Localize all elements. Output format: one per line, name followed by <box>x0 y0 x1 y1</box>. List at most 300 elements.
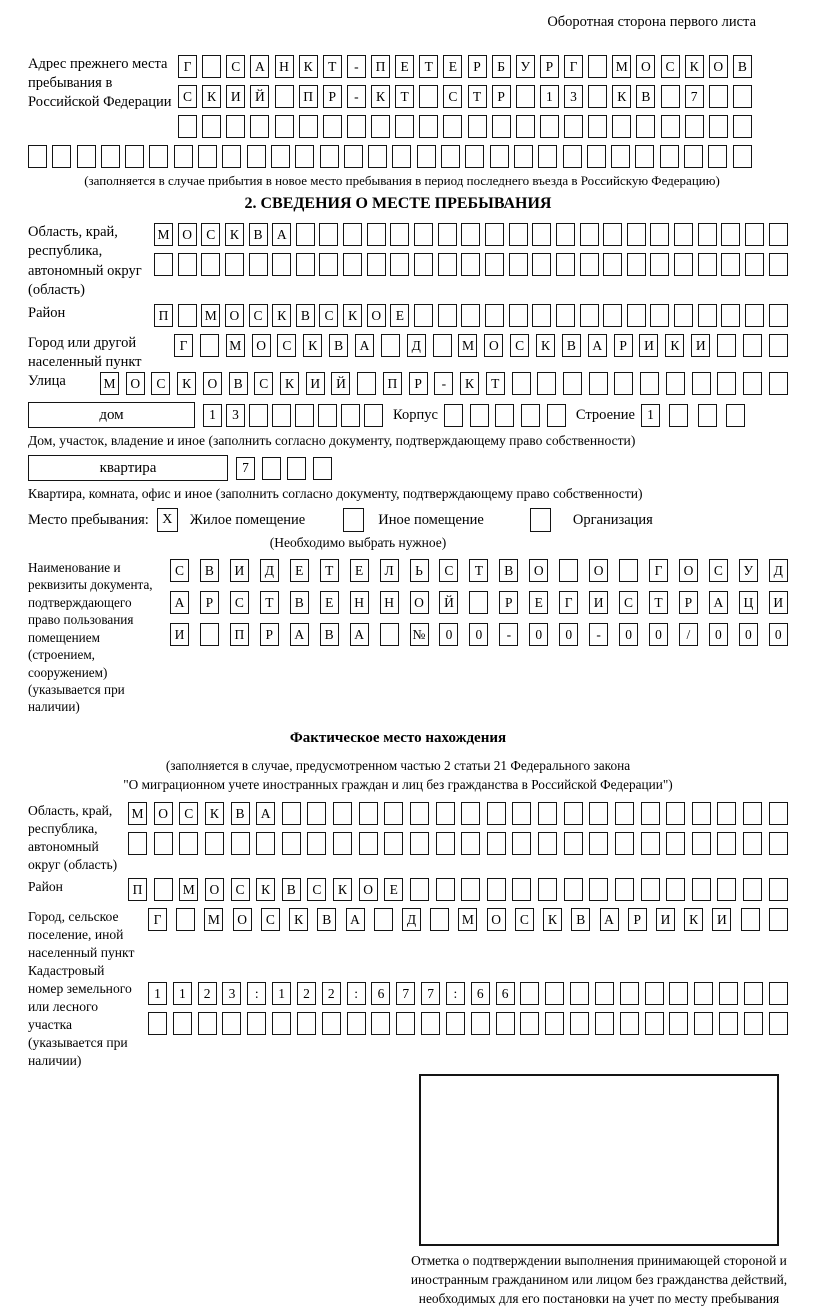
char-box: И <box>226 85 245 108</box>
char-box: П <box>128 878 147 901</box>
char-box: О <box>359 878 378 901</box>
char-box <box>512 878 531 901</box>
char-box <box>390 223 409 246</box>
char-box: : <box>446 982 465 1005</box>
char-box: О <box>126 372 145 395</box>
char-box <box>272 253 291 276</box>
char-box: О <box>709 55 728 78</box>
char-box: К <box>205 802 224 825</box>
char-box <box>627 223 646 246</box>
char-box: Д <box>407 334 426 357</box>
char-box: 0 <box>619 623 638 646</box>
char-box: О <box>529 559 548 582</box>
char-box <box>444 404 463 427</box>
char-box: : <box>247 982 266 1005</box>
char-box <box>396 1012 415 1035</box>
char-box: Д <box>260 559 279 582</box>
char-box: Ь <box>410 559 429 582</box>
char-box <box>275 115 294 138</box>
char-box <box>154 878 173 901</box>
dom-box-label: дом <box>28 402 195 428</box>
char-box <box>202 115 221 138</box>
raion-line <box>28 304 788 334</box>
char-box: Е <box>384 878 403 901</box>
char-box: С <box>515 908 534 931</box>
fact-kadastr-row-2 <box>148 1012 788 1035</box>
char-box: / <box>679 623 698 646</box>
section2-title: 2. СВЕДЕНИЯ О МЕСТЕ ПРЕБЫВАНИЯ <box>244 195 552 213</box>
char-box <box>636 115 655 138</box>
char-box <box>492 115 511 138</box>
char-box <box>471 1012 490 1035</box>
char-box <box>384 832 403 855</box>
char-box: Р <box>200 591 219 614</box>
char-box <box>282 802 301 825</box>
char-box: К <box>371 85 390 108</box>
dom-line <box>28 402 788 428</box>
char-box: С <box>170 559 189 582</box>
gorod-row <box>174 334 788 357</box>
char-box <box>357 372 376 395</box>
char-box: П <box>154 304 173 327</box>
char-box <box>650 253 669 276</box>
char-box <box>443 115 462 138</box>
prev-address-line <box>28 55 788 145</box>
char-box <box>556 253 575 276</box>
char-box <box>465 145 484 168</box>
char-box: А <box>290 623 309 646</box>
char-box: 3 <box>564 85 583 108</box>
char-box: К <box>612 85 631 108</box>
char-box: Т <box>469 559 488 582</box>
char-box <box>589 372 608 395</box>
char-box <box>556 223 575 246</box>
fact-oblast-row-2 <box>128 832 788 855</box>
char-box <box>587 145 606 168</box>
char-box <box>446 1012 465 1035</box>
char-box <box>295 145 314 168</box>
char-box <box>461 304 480 327</box>
char-box <box>198 1012 217 1035</box>
fact-kadastr-line <box>28 962 788 1070</box>
char-box <box>320 145 339 168</box>
char-box: О <box>487 908 506 931</box>
char-box: В <box>296 304 315 327</box>
char-box: 0 <box>529 623 548 646</box>
char-box: Д <box>402 908 421 931</box>
char-box <box>570 1012 589 1035</box>
char-box <box>588 85 607 108</box>
char-box <box>295 404 314 427</box>
char-box: О <box>367 304 386 327</box>
char-box <box>367 223 386 246</box>
char-box <box>438 223 457 246</box>
char-box <box>717 334 736 357</box>
char-box: П <box>230 623 249 646</box>
char-box <box>395 115 414 138</box>
char-box <box>262 457 281 480</box>
char-box <box>384 802 403 825</box>
char-box: С <box>201 223 220 246</box>
dom-caption: Дом, участок, владение и иное (заполнить согласно документу, подтверждающему право собственности) <box>28 433 636 448</box>
char-box <box>698 304 717 327</box>
char-box <box>661 115 680 138</box>
char-box <box>717 802 736 825</box>
char-box: В <box>317 908 336 931</box>
char-box: О <box>589 559 608 582</box>
char-box <box>319 253 338 276</box>
stroenie-row <box>641 404 745 427</box>
char-box <box>721 223 740 246</box>
char-box <box>769 802 788 825</box>
char-box <box>225 253 244 276</box>
char-box <box>769 304 788 327</box>
fact-gorod-label: Город, сельское поселение, иной населенный пункт <box>28 909 135 960</box>
char-box <box>719 982 738 1005</box>
char-box <box>769 372 788 395</box>
char-box <box>744 982 763 1005</box>
char-box <box>307 802 326 825</box>
char-box <box>249 253 268 276</box>
char-box <box>77 145 96 168</box>
char-box <box>436 878 455 901</box>
char-box <box>52 145 71 168</box>
char-box: И <box>639 334 658 357</box>
char-box <box>485 253 504 276</box>
char-box: Н <box>275 55 294 78</box>
char-box: В <box>499 559 518 582</box>
char-box: С <box>443 85 462 108</box>
char-box <box>178 115 197 138</box>
header-note: Оборотная сторона первого листа <box>547 14 756 30</box>
char-box: Е <box>443 55 462 78</box>
char-box: 1 <box>148 982 167 1005</box>
char-box <box>495 404 514 427</box>
oblast-label: Область, край, республика, автономный округ (область) <box>28 224 142 298</box>
char-box: 0 <box>769 623 788 646</box>
char-box <box>641 832 660 855</box>
char-box <box>347 115 366 138</box>
char-box <box>374 908 393 931</box>
char-box <box>173 1012 192 1035</box>
char-box <box>433 334 452 357</box>
char-box <box>516 85 535 108</box>
char-box <box>620 1012 639 1035</box>
char-box <box>620 982 639 1005</box>
char-box: Р <box>409 372 428 395</box>
char-box <box>733 145 752 168</box>
char-box <box>532 253 551 276</box>
char-box <box>487 832 506 855</box>
char-box <box>128 832 147 855</box>
char-box <box>247 1012 266 1035</box>
char-box: В <box>562 334 581 357</box>
char-box <box>101 145 120 168</box>
char-box: К <box>272 304 291 327</box>
char-box: Е <box>390 304 409 327</box>
char-box <box>436 832 455 855</box>
char-box: 7 <box>236 457 255 480</box>
char-box: К <box>543 908 562 931</box>
char-box <box>769 982 788 1005</box>
char-box: О <box>679 559 698 582</box>
char-box: С <box>231 878 250 901</box>
char-box <box>367 253 386 276</box>
char-box <box>611 145 630 168</box>
char-box <box>485 223 504 246</box>
char-box: 6 <box>496 982 515 1005</box>
fact-title: Фактическое место нахождения <box>289 729 507 746</box>
char-box: Н <box>350 591 369 614</box>
char-box <box>247 145 266 168</box>
option-zhiloe-label: Жилое помещение <box>189 511 306 528</box>
prev-address-row-3 <box>178 115 752 138</box>
char-box <box>717 372 736 395</box>
char-box <box>296 223 315 246</box>
char-box <box>563 145 582 168</box>
char-box: А <box>250 55 269 78</box>
char-box: Е <box>529 591 548 614</box>
char-box: - <box>589 623 608 646</box>
char-box: К <box>460 372 479 395</box>
char-box: 2 <box>198 982 217 1005</box>
char-box <box>745 304 764 327</box>
char-box <box>661 85 680 108</box>
char-box: С <box>619 591 638 614</box>
char-box <box>589 802 608 825</box>
char-box: К <box>256 878 275 901</box>
char-box <box>538 802 557 825</box>
stamp-box <box>419 1074 779 1246</box>
char-box <box>717 878 736 901</box>
char-box <box>532 304 551 327</box>
char-box: 0 <box>739 623 758 646</box>
char-box: 0 <box>709 623 728 646</box>
char-box: Е <box>350 559 369 582</box>
char-box <box>726 404 745 427</box>
char-box: И <box>589 591 608 614</box>
char-box <box>323 115 342 138</box>
char-box: Р <box>614 334 633 357</box>
char-box: К <box>280 372 299 395</box>
char-box <box>179 832 198 855</box>
char-box <box>640 372 659 395</box>
char-box: Й <box>250 85 269 108</box>
char-box <box>769 253 788 276</box>
char-box <box>436 802 455 825</box>
char-box <box>685 115 704 138</box>
char-box: О <box>205 878 224 901</box>
char-box: - <box>434 372 453 395</box>
char-box: 7 <box>685 85 704 108</box>
char-box: О <box>484 334 503 357</box>
char-box <box>769 908 788 931</box>
char-box <box>650 304 669 327</box>
fact-caption-1: (заполняется в случае, предусмотренном частью 2 статьи 21 Федерального закона <box>165 757 631 773</box>
char-box <box>660 145 679 168</box>
fact-kadastr-label: Кадастровый номер земельного или лесного участка (указывается при наличии) <box>28 962 132 1068</box>
char-box: Т <box>468 85 487 108</box>
char-box: 7 <box>396 982 415 1005</box>
char-box: Й <box>439 591 458 614</box>
char-box <box>468 115 487 138</box>
char-box <box>743 832 762 855</box>
char-box: М <box>458 908 477 931</box>
char-box: С <box>226 55 245 78</box>
char-box: Е <box>320 591 339 614</box>
char-box: С <box>307 878 326 901</box>
ulitsa-label: Улица <box>28 373 66 389</box>
char-box: С <box>510 334 529 357</box>
char-box <box>521 404 540 427</box>
option-organizatsiya-label: Организация <box>572 511 653 528</box>
char-box: 2 <box>322 982 341 1005</box>
char-box <box>709 85 728 108</box>
char-box <box>719 1012 738 1035</box>
char-box: А <box>272 223 291 246</box>
char-box <box>205 832 224 855</box>
oblast-line <box>28 223 788 300</box>
char-box: Н <box>380 591 399 614</box>
doc-row-2 <box>170 591 788 614</box>
char-box: Т <box>419 55 438 78</box>
char-box: 0 <box>439 623 458 646</box>
stamp-area <box>380 1074 818 1308</box>
char-box: 0 <box>649 623 668 646</box>
raion-label: Район <box>28 304 66 321</box>
char-box <box>635 145 654 168</box>
char-box <box>532 223 551 246</box>
char-box <box>461 802 480 825</box>
char-box <box>485 304 504 327</box>
char-box <box>371 115 390 138</box>
char-box: 1 <box>203 404 222 427</box>
char-box <box>694 1012 713 1035</box>
char-box: Р <box>540 55 559 78</box>
char-box <box>615 832 634 855</box>
char-box <box>666 802 685 825</box>
char-box: В <box>290 591 309 614</box>
char-box <box>733 115 752 138</box>
char-box: № <box>410 623 429 646</box>
fact-kadastr-row-1 <box>148 982 788 1005</box>
mesto-line <box>28 508 788 532</box>
fact-gorod-row <box>148 908 788 931</box>
char-box <box>343 253 362 276</box>
char-box <box>769 878 788 901</box>
char-box: 6 <box>371 982 390 1005</box>
char-box <box>299 115 318 138</box>
char-box <box>275 85 294 108</box>
char-box: А <box>588 334 607 357</box>
doc-rows <box>170 559 788 655</box>
char-box <box>333 802 352 825</box>
char-box: М <box>612 55 631 78</box>
char-box: В <box>231 802 250 825</box>
char-box <box>564 802 583 825</box>
char-box <box>589 878 608 901</box>
checkbox-inoe <box>343 508 364 532</box>
char-box: Л <box>380 559 399 582</box>
char-box: К <box>202 85 221 108</box>
char-box <box>512 372 531 395</box>
char-box <box>125 145 144 168</box>
char-box <box>641 878 660 901</box>
char-box <box>414 253 433 276</box>
char-box: В <box>320 623 339 646</box>
char-box <box>461 832 480 855</box>
char-box: 1 <box>540 85 559 108</box>
char-box <box>538 145 557 168</box>
char-box <box>615 878 634 901</box>
char-box <box>743 372 762 395</box>
char-box <box>514 145 533 168</box>
char-box: 0 <box>559 623 578 646</box>
char-box <box>461 223 480 246</box>
char-box: К <box>685 55 704 78</box>
char-box <box>717 832 736 855</box>
char-box: М <box>226 334 245 357</box>
fact-oblast-row-1 <box>128 802 788 825</box>
oblast-rows <box>154 223 788 283</box>
gorod-line <box>28 334 788 372</box>
char-box <box>438 253 457 276</box>
char-box: Р <box>492 85 511 108</box>
char-box <box>615 802 634 825</box>
char-box <box>174 145 193 168</box>
char-box: А <box>709 591 728 614</box>
char-box <box>580 304 599 327</box>
char-box: А <box>256 802 275 825</box>
char-box <box>588 55 607 78</box>
stroenie-label: Строение <box>575 406 635 423</box>
char-box: Т <box>323 55 342 78</box>
char-box <box>619 559 638 582</box>
char-box <box>516 115 535 138</box>
char-box: Й <box>331 372 350 395</box>
char-box <box>319 223 338 246</box>
char-box: О <box>178 223 197 246</box>
char-box: Г <box>178 55 197 78</box>
ulitsa-line <box>28 372 788 402</box>
char-box: И <box>656 908 675 931</box>
char-box: Р <box>679 591 698 614</box>
char-box <box>692 878 711 901</box>
char-box <box>538 878 557 901</box>
char-box: С <box>254 372 273 395</box>
char-box <box>333 832 352 855</box>
char-box: Т <box>649 591 668 614</box>
char-box <box>419 85 438 108</box>
prev-address-label: Адрес прежнего места пребывания в Российской Федерации <box>28 56 172 111</box>
char-box <box>231 832 250 855</box>
char-box <box>721 304 740 327</box>
char-box <box>414 223 433 246</box>
char-box <box>721 253 740 276</box>
char-box <box>674 253 693 276</box>
char-box <box>282 832 301 855</box>
char-box: - <box>347 85 366 108</box>
char-box <box>674 304 693 327</box>
char-box: В <box>636 85 655 108</box>
char-box <box>589 832 608 855</box>
char-box: К <box>303 334 322 357</box>
char-box <box>698 223 717 246</box>
char-box: Д <box>769 559 788 582</box>
char-box: С <box>709 559 728 582</box>
char-box <box>417 145 436 168</box>
char-box: К <box>333 878 352 901</box>
